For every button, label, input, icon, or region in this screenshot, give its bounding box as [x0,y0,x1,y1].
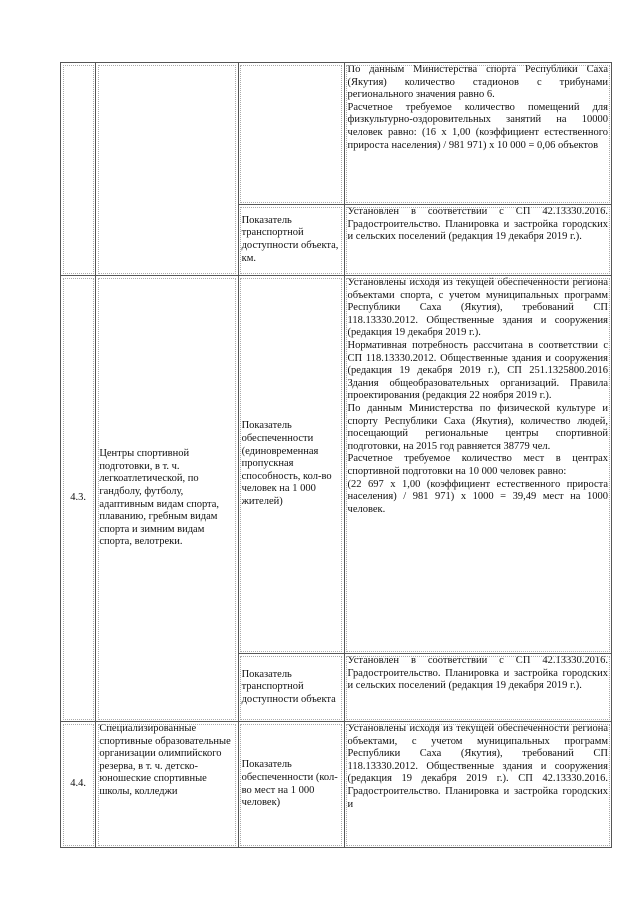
indicator-label: Показатель обеспеченности (кол-во мест на 1 000 человек) [238,722,344,848]
indicator-label [238,63,344,205]
indicator-label: Показатель транспортной доступности объекта [238,654,344,722]
justification-paragraph: Установлены исходя из текущей обеспеченности региона объектами спорта, с учетом муниципальных программ Республики Саха (Якутия), требований СП 118.13330.2012. Общественные здания и сооружения (редакция 19 декабря 2019 г.). [347,277,608,339]
justification-paragraph: Расчетное требуемое количество мест в центрах спортивной подготовки на 10 000 человек равно: [347,453,608,477]
regulation-table [60,62,612,848]
justification-paragraph: Установлен в соответствии с СП 42.13330.2016. Градостроительство. Планировка и застройка городских и сельских поселений (редакция 19 декабря 2019 г.). [347,206,608,243]
table-row [61,63,612,205]
justification-text [344,205,611,276]
justification-paragraph: Нормативная потребность рассчитана в соответствии с СП 118.13330.2012. Общественные здания и сооружения (редакция 19 декабря 2019 г.), СП 251.1325800.2016 Здания общеобразовательных организаций. Правила проектирования (редакция 22 ноября 2019 г.). [347,339,608,402]
justification-text [344,276,611,654]
table-row [61,276,612,654]
justification-paragraph: Расчетное требуемое количество помещений для физкультурно-оздоровительных занятий на 10000 человек равно: (16 х 1,00 (коэффициент естественного прироста населения) / 981 971) х 10 000 = 0,06 объектов [347,101,608,151]
justification-paragraph: По данным Министерства по физической культуре и спорту Республики Саха (Якутия), количество людей, посещающий региональные центры спортивной подготовки, на 2015 год равняется 38779 чел. [347,402,608,452]
justification-paragraph: Установлены исходя из текущей обеспеченности региона объектами, с учетом муниципальных программ Республики Саха (Якутия), требований СП 118.13330.2012. Общественные здания и сооружения (редакция 19 декабря 2019 г.). СП 42.13330.2016. Градостроительство. Планировка и застройка городских и [347,723,608,810]
object-name: Центры спортивной подготовки, в т. ч. легкоатлетической, по гандболу, футболу, адаптивным видам спорта, плаванию, гребным видам спорта и зимним видам спорта, велотреки. [96,276,238,722]
justification-paragraph: Установлен в соответствии с СП 42.13330.2016. Градостроительство. Планировка и застройка городских и сельских поселений (редакция 19 декабря 2019 г.). [347,655,608,692]
justification-paragraph: По данным Министерства спорта Республики Саха (Якутия) количество стадионов с трибунами регионального значения равно 6. [347,64,608,101]
row-number [61,63,96,276]
object-name: Специализированные спортивные образовательные организации олимпийского резерва, в т. ч. детско-юношеские спортивные школы, колледжи [96,722,238,848]
justification-text [344,63,611,205]
indicator-label: Показатель обеспеченности (единовременная пропускная способность, кол-во человек на 1 000 жителей) [238,276,344,654]
row-number: 4.3. [61,276,96,722]
table-row [61,722,612,848]
justification-text [344,654,611,722]
indicator-label: Показатель транспортной доступности объекта, км. [238,205,344,276]
object-name [96,63,238,276]
justification-paragraph: (22 697 х 1,00 (коэффициент естественного прироста населения) / 981 971) х 1000 = 39,49 мест на 1000 человек. [347,478,608,515]
justification-text [344,722,611,848]
row-number: 4.4. [61,722,96,848]
